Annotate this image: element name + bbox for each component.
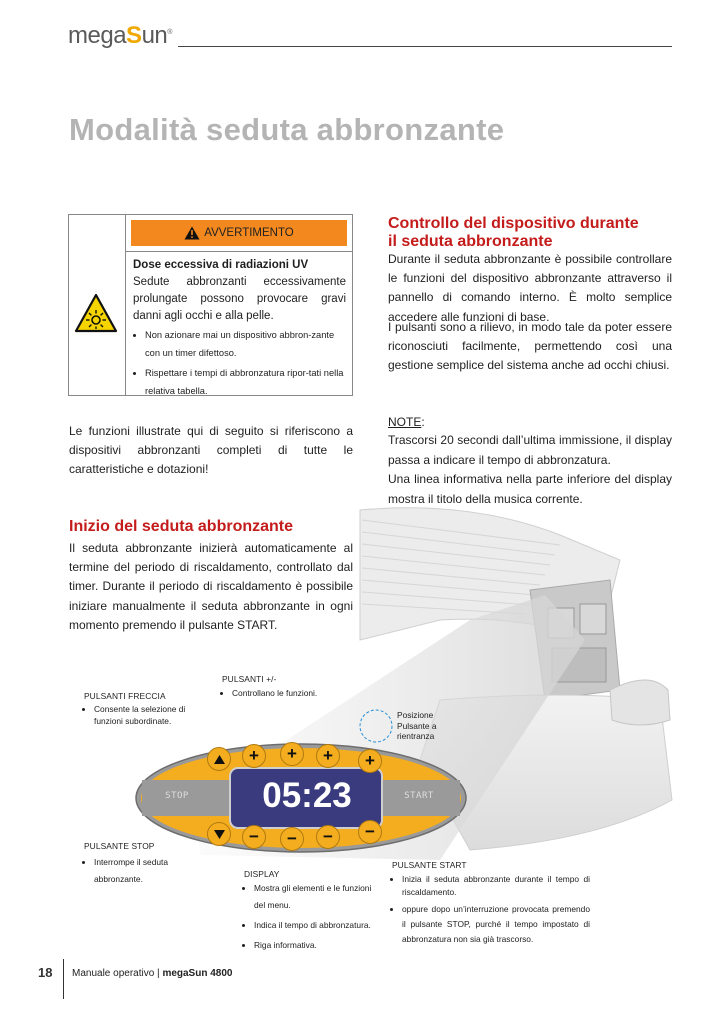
footer-divider xyxy=(63,959,64,999)
section-start-title: Inizio del seduta abbronzante xyxy=(69,518,294,535)
plus-icon: + xyxy=(287,744,297,763)
minus-icon: − xyxy=(365,822,375,841)
minus-icon: − xyxy=(323,827,333,846)
plus-icon: + xyxy=(249,746,259,765)
callout-stop: PULSANTE STOP • Interrompe il seduta abbronzante. xyxy=(84,840,194,888)
arrow-up-icon xyxy=(214,755,225,764)
stop-label: STOP xyxy=(165,791,189,801)
warning-header-label: AVVERTIMENTO xyxy=(204,227,294,239)
arrow-down-button[interactable] xyxy=(207,822,231,846)
note-p2: Una linea informativa nella parte inferiore del display mostra il titolo della musica corrente. xyxy=(388,472,672,506)
minus-icon: − xyxy=(287,829,297,848)
callout-display-title: DISPLAY xyxy=(244,869,280,879)
start-button[interactable] xyxy=(390,784,448,808)
section-control-title: Controllo del dispositivo durante il seduta abbronzante xyxy=(388,215,639,250)
callout-plus-minus-title: PULSANTI +/- xyxy=(222,674,277,684)
callout-start: PULSANTE START • Inizia il seduta abbronzante durante il tempo di riscaldamento. • oppure dopo un’interruzione provocata premendo il pulsante STOP, purché il tempo impostato di abbronzatura non sia già trascorso. xyxy=(392,859,590,947)
section-control-p1: Durante il seduta abbronzante è possibile controllare le funzioni del dispositivo abbronzante attraverso il pannello di comando interno. È molto semplice accedere alle funzioni di base. xyxy=(388,252,672,324)
minus-button-1[interactable] xyxy=(242,825,266,849)
minus-icon: − xyxy=(249,827,259,846)
callout-arrows: PULSANTI FRECCIA • Consente la selezione di funzioni subordinate. xyxy=(84,690,204,728)
plus-button-3[interactable] xyxy=(316,744,340,768)
footer-manual: Manuale operativo | megaSun 4800 xyxy=(72,968,233,979)
intro-paragraph: Le funzioni illustrate qui di seguito si riferiscono a dispositivi abbronzanti completi di tutte le caratteristiche e dotazioni! xyxy=(69,424,353,477)
minus-button-2[interactable] xyxy=(280,827,304,851)
page-number: 18 xyxy=(38,965,53,980)
callout-plus-minus: PULSANTI +/- • Controllano le funzioni. xyxy=(222,672,372,700)
arrow-down-icon xyxy=(214,830,225,839)
callout-position: Posizione Pulsante a rientranza xyxy=(397,710,437,741)
note-p1: Trascorsi 20 secondi dall’ultima immissione, il display passa a indicare il tempo di abbronzatura. xyxy=(388,433,672,467)
minus-button-3[interactable] xyxy=(316,825,340,849)
plus-icon: + xyxy=(323,746,333,765)
display-time: 05:23 xyxy=(262,776,352,815)
megasun-logo: megaSun® xyxy=(68,22,172,49)
recessed-position-indicator xyxy=(358,708,394,744)
note-heading: NOTE: xyxy=(388,415,425,429)
section-control-p2: I pulsanti sono a rilievo, in modo tale da poter essere riconosciuti facilmente, permettendo così una gestione semplice del sistema anche ad occhi chiusi. xyxy=(388,320,672,373)
warning-title: Dose eccessiva di radiazioni UV xyxy=(133,259,309,271)
warning-bullet: • Non azionare mai un dispositivo abbron-zante con un timer difettoso. xyxy=(145,327,346,362)
warning-bullet: • Rispettare i tempi di abbronzatura ripor-tati nella relativa tabella. xyxy=(145,365,346,400)
page-title: Modalità seduta abbronzante xyxy=(69,112,505,147)
plus-button-recessed[interactable] xyxy=(358,749,382,773)
minus-button-recessed[interactable] xyxy=(358,820,382,844)
callout-stop-title: PULSANTE STOP xyxy=(84,841,155,851)
stop-button[interactable] xyxy=(148,784,206,808)
start-label: START xyxy=(404,791,434,801)
callout-start-title: PULSANTE START xyxy=(392,860,467,870)
warning-text: Sedute abbronzanti eccessivamente prolungate possono provocare gravi danni agli occhi e alla pelle. xyxy=(133,276,346,322)
callout-arrows-title: PULSANTI FRECCIA xyxy=(84,691,166,701)
arrow-up-button[interactable] xyxy=(207,747,231,771)
note-label: NOTE xyxy=(388,415,422,429)
callout-display: DISPLAY • Mostra gli elementi e le funzioni del menu. • Indica il tempo di abbronzatura. • Riga informativa. xyxy=(244,868,384,954)
plus-button-2[interactable] xyxy=(280,742,304,766)
plus-button-1[interactable] xyxy=(242,744,266,768)
plus-icon: + xyxy=(365,751,375,770)
section-start-text: Il seduta abbronzante inizierà automaticamente al termine del periodo di riscaldamento, controllato dal timer. Durante il periodo di riscaldamento è possibile iniziare manualmente il seduta abbronzante in ogni momento premendo il pulsante START. xyxy=(69,541,353,632)
